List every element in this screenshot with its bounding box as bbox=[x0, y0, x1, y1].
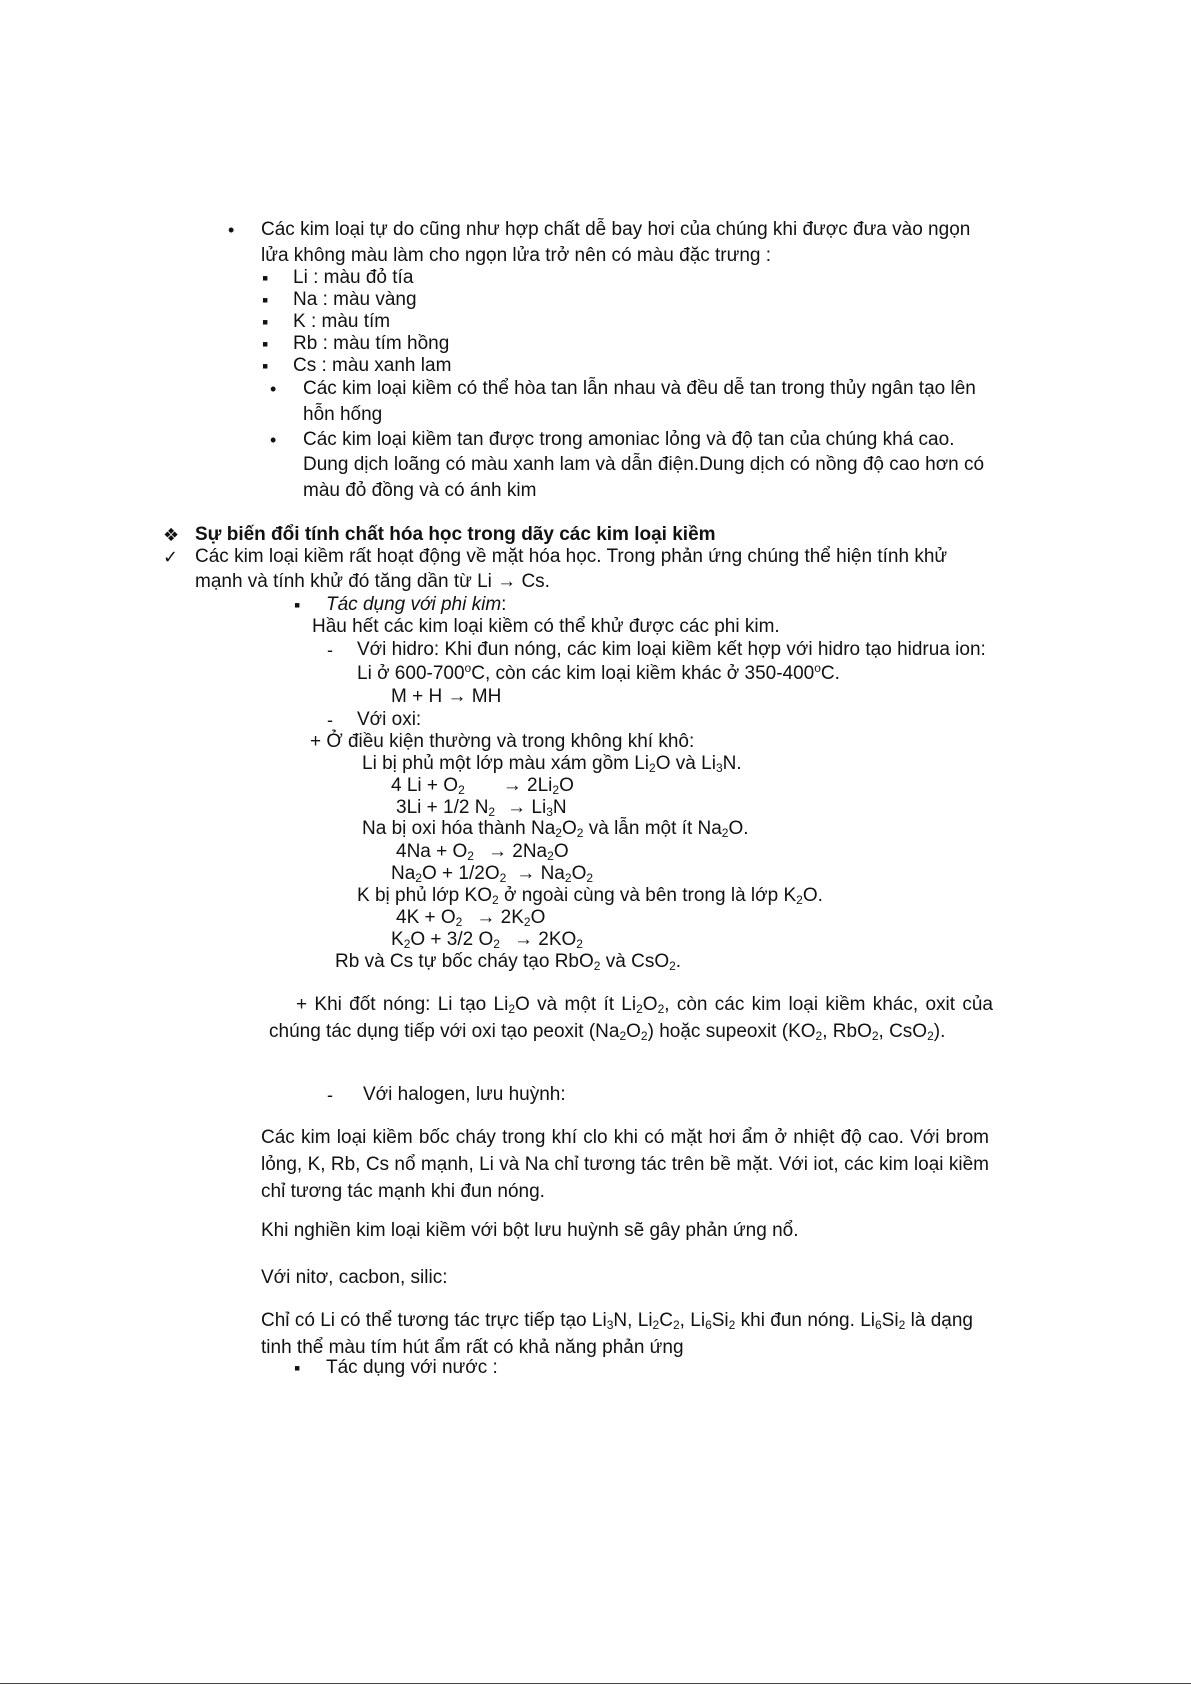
flame-intro-line2: lửa không màu làm cho ngọn lửa trở nên có màu đặc trưng : bbox=[261, 245, 772, 266]
li-nitride-eq: 3Li + 1/2 $N_2 \to Li_3N$ bbox=[396, 797, 567, 819]
page-bottom-rule bbox=[0, 1683, 1191, 1684]
flame-item-li: Li : màu đỏ tía bbox=[293, 267, 414, 288]
hydro-equation: M + H → MH bbox=[391, 686, 502, 707]
section-heading: Sự biến đổi tính chất hóa học trong dãy các kim loại kiềm bbox=[195, 524, 716, 545]
mercury-line2: hỗn hống bbox=[303, 404, 383, 425]
square-marker: ▪ bbox=[294, 1358, 301, 1378]
intro-line1: Các kim loại kiềm rất hoạt động về mặt hóa học. Trong phản ứng chúng thể hiện tính khử bbox=[195, 546, 948, 567]
square-marker: ▪ bbox=[262, 334, 269, 354]
bullet-marker: • bbox=[228, 220, 235, 240]
flame-item-rb: Rb : màu tím hồng bbox=[293, 333, 450, 354]
intro-line2: mạnh và tính khử đó tăng dần từ Li → Cs. bbox=[195, 571, 550, 592]
nitrogen-paragraph: Chỉ có Li có thể tương tác trực tiếp tạo $Li_3N$, $Li_2C_2$, $Li_6Si_2$ khi đun nóng. $Li_6Si_2$ là dạng tinh thể màu tím hút ẩm rất có khả năng phản ứng bbox=[261, 1310, 973, 1358]
flame-intro-line1: Các kim loại tự do cũng như hợp chất dễ bay hơi của chúng khi được đưa vào ngọn bbox=[261, 219, 971, 240]
na-oxide-desc: Na bị oxi hóa thành $Na_2O_2$ và lẫn một ít $Na_2O$. bbox=[362, 818, 749, 840]
square-marker: ▪ bbox=[262, 356, 269, 376]
oxi-condition: + Ở điều kiện thường và trong không khí khô: bbox=[310, 731, 695, 752]
na-peroxide-eq: $Na_2O + 1/2O_2 \to Na_2O_2$ bbox=[391, 863, 594, 885]
na-oxide-eq1: $4Na + O_2 \to 2Na_2O$ bbox=[396, 841, 569, 863]
diamond-marker: ❖ bbox=[163, 525, 180, 545]
nonmetal-title: Tác dụng với phi kim: bbox=[326, 594, 507, 615]
mercury-line1: Các kim loại kiềm có thể hòa tan lẫn nhau và đều dễ tan trong thủy ngân tạo lên bbox=[303, 378, 976, 399]
heating-paragraph: + Khi đốt nóng: Li tạo $Li_2O$ và một ít $Li_2O_2$, còn các kim loại kiềm khác, oxit của chúng tác dụng tiếp với oxi tạo peoxit $(Na_2O_2)$ hoặc supeoxit ($KO_2$, RbO$_2$, CsO$_2$). bbox=[269, 994, 993, 1043]
halogen-paragraph: Các kim loại kiềm bốc cháy trong khí clo khi có mặt hơi ẩm ở nhiệt độ cao. Với brom lỏng, K, Rb, Cs nổ mạnh, Li và Na chỉ tương tác trên bề mặt. Với iot, các kim loại kiềm chỉ tương tác mạnh khi đun nóng. bbox=[261, 1127, 989, 1202]
square-marker: ▪ bbox=[262, 290, 269, 310]
hydro-line1: Với hidro: Khi đun nóng, các kim loại kiềm kết hợp với hidro tạo hidrua ion: bbox=[357, 639, 986, 660]
oxi-title: Với oxi: bbox=[357, 709, 422, 730]
nonmetal-desc: Hầu hết các kim loại kiềm có thể khử được các phi kim. bbox=[312, 616, 780, 637]
bullet-marker: • bbox=[270, 379, 277, 399]
li-oxide-eq1: 4 $Li + O_2 \to 2Li_2O$ bbox=[391, 775, 574, 797]
nonmetal-title-text: Tác dụng với phi kim bbox=[326, 594, 502, 615]
flame-item-na: Na : màu vàng bbox=[293, 289, 417, 310]
ammonia-line1: Các kim loại kiềm tan được trong amoniac lỏng và độ tan của chúng khá cao. bbox=[303, 429, 955, 450]
sulfur-line: Khi nghiền kim loại kiềm với bột lưu huỳnh sẽ gây phản ứng nổ. bbox=[261, 1220, 799, 1241]
ammonia-line3: màu đỏ đồng và có ánh kim bbox=[303, 480, 537, 501]
halogen-title: Với halogen, lưu huỳnh: bbox=[363, 1084, 566, 1105]
k-oxide-desc: K bị phủ lớp $KO_2$ ở ngoài cùng và bên trong là lớp $K_2O$. bbox=[357, 885, 823, 907]
rb-cs-desc: Rb và Cs tự bốc cháy tạo RbO$_2$ và CsO$_2$. bbox=[335, 951, 682, 973]
nitrogen-title: Với nitơ, cacbon, silic: bbox=[261, 1267, 448, 1288]
dash-marker: - bbox=[327, 640, 333, 660]
square-marker: ▪ bbox=[294, 595, 301, 615]
water-title: Tác dụng với nước : bbox=[326, 1357, 498, 1378]
dash-marker: - bbox=[327, 710, 333, 730]
k-oxide-eq1: $4K + O_2 \to 2K_2O$ bbox=[396, 907, 546, 929]
dash-marker: - bbox=[327, 1085, 333, 1105]
check-marker: ✓ bbox=[163, 547, 179, 567]
k-superoxide-eq: $K_2O + 3/2$ $O_2 \to 2KO_2$ bbox=[391, 929, 583, 951]
bullet-marker: • bbox=[270, 430, 277, 450]
li-oxide-desc: Li bị phủ một lớp màu xám gồm $Li_2O$ và $Li_3N$. bbox=[362, 753, 742, 775]
square-marker: ▪ bbox=[262, 268, 269, 288]
square-marker: ▪ bbox=[262, 312, 269, 332]
flame-item-cs: Cs : màu xanh lam bbox=[293, 355, 452, 376]
flame-item-k: K : màu tím bbox=[293, 311, 391, 332]
ammonia-line2: Dung dịch loãng có màu xanh lam và dẫn điện.Dung dịch có nồng độ cao hơn có bbox=[303, 454, 985, 475]
hydro-line2: Li ở 600-700$^o$C, còn các kim loại kiềm khác ở 350-400$^o$C. bbox=[357, 661, 840, 684]
